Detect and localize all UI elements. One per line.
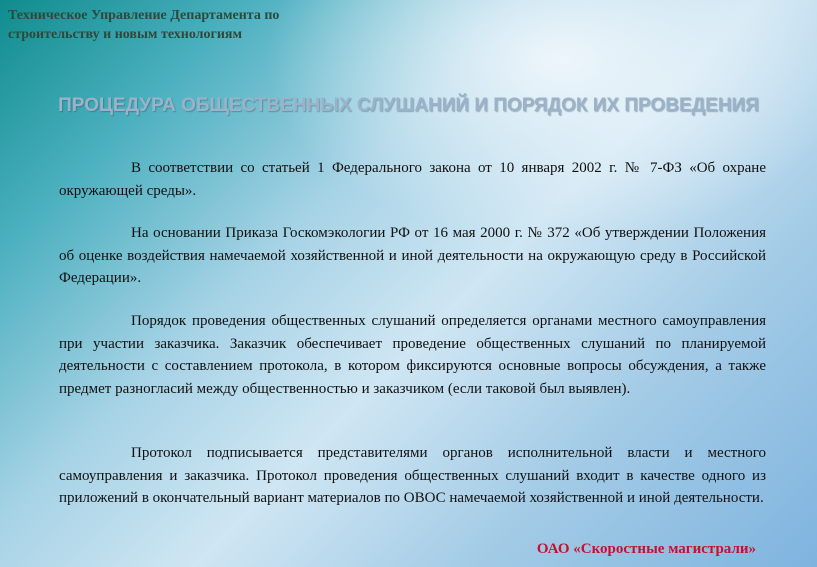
paragraph-federal-law: В соответствии со статьей 1 Федерального закона от 10 января 2002 г. № 7-ФЗ «Об охране окружающей среды». [59,160,766,199]
paragraph-order: На основании Приказа Госкомэкологии РФ от 16 мая 2000 г. № 372 «Об утверждении Положения об оценке воздействия намечаемой хозяйственной и иной деятельности на окружающую среду в Российской Федерации». [59,225,766,287]
slide-title: ПРОЦЕДУРА ОБЩЕСТВЕННЫХ СЛУШАНИЙ И ПОРЯДОК ИХ ПРОВЕДЕНИЯ [58,95,759,116]
paragraph-protocol: Протокол подписывается представителями органов исполнительной власти и местного самоуправления и заказчика. Протокол проведения общественных слушаний входит в качестве одного из приложений в окончательный вариант материалов по ОВОС намечаемой хозяйственной и иной деятельности. [59,445,766,507]
company-footer: ОАО «Скоростные магистрали» [536,541,756,557]
paragraph-procedure: Порядок проведения общественных слушаний определяется органами местного самоуправления при участии заказчика. Заказчик обеспечивает проведение общественных слушаний по планируемой деятельности с составлением протокола, в котором фиксируются основные вопросы обсуждения, а также предмет разногласий между общественностью и заказчиком (если таковой был выявлен). [59,313,766,397]
organization-header: Техническое Управление Департамента по строительству и новым технологиям [8,8,280,42]
